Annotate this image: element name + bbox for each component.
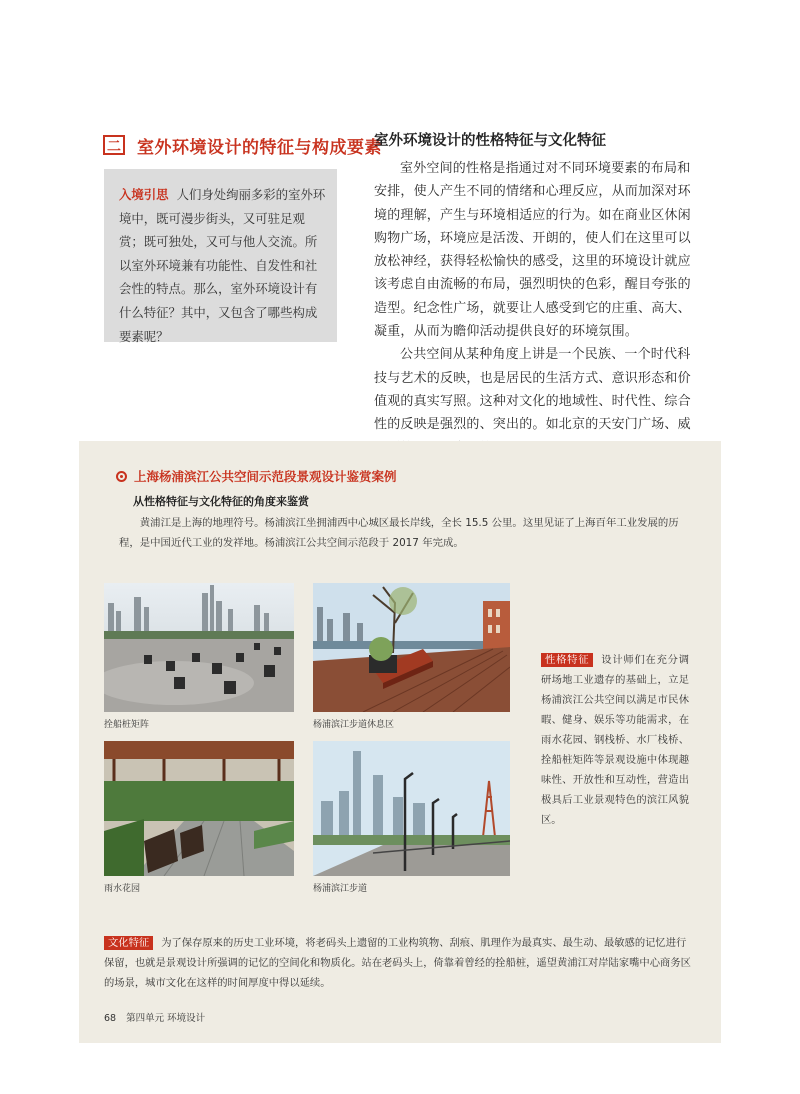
photo-bollard-matrix	[104, 583, 294, 712]
photo-caption: 拴船桩矩阵	[104, 720, 150, 730]
intro-box	[104, 169, 337, 342]
photo-caption: 杨浦滨江步道	[313, 884, 368, 894]
subsection-heading: 室外环境设计的性格特征与文化特征	[374, 133, 606, 149]
intro-label: 入境引思	[119, 187, 169, 202]
paragraph: 公共空间从某种角度上讲是一个民族、一个时代科技与艺术的反映，也是居民的生活方式、意识形态和价值观的真实写照。这种对文化的地域性、时代性、综合性的反映是强烈的、突出的。如北京的天安门广场、威	[374, 347, 691, 433]
section-title: 室外环境设计的特征与构成要素	[137, 137, 382, 158]
photo-caption: 杨浦滨江步道休息区	[313, 720, 395, 730]
unit-label: 第四单元 环境设计	[126, 1013, 206, 1024]
culture-feature-tag: 文化特征	[104, 936, 153, 950]
photo-rain-garden	[104, 741, 294, 876]
page-footer	[104, 1010, 205, 1024]
culture-feature-text	[104, 933, 694, 993]
character-feature-body: 设计师们在充分调研场地工业遗存的基础上，立足杨浦滨江公共空间以满足市民休暇、健身、娱乐等功能需求，在雨水花园、钢栈桥、水厂栈桥、拴船桩矩阵等景观设施中体现趣味性、开放性和互动性，营造出极具后工业景观特色的滨江风貌区。	[541, 654, 690, 826]
character-feature-text	[541, 650, 689, 830]
photo-riverside-walkway	[313, 741, 510, 876]
paragraph: 室外空间的性格是指通过对不同环境要素的布局和安排，使人产生不同的情绪和心理反应，从而加深对环境的理解，产生与环境相适应的行为。如在商业区休闲购物广场，环境应是活泼、开朗的，使人们在这里可以放松神经，获得轻松愉快的感受，这里的环境设计就应该考虑自由流畅的布局，强烈明快的色彩，醒目夸张的造型。纪念性广场，就要让人感受到它的庄重、高大、凝重，从而为瞻仰活动提供良好的环境氛围。	[374, 161, 691, 340]
photo-riverside-rest-area	[313, 583, 510, 712]
case-intro: 黄浦江是上海的地理符号。杨浦滨江坐拥浦西中心城区最长岸线，全长 15.5 公里。这里见证了上海百年工业发展的历程，是中国近代工业的发祥地。杨浦滨江公共空间示范段于 2017 年完成。	[119, 517, 679, 549]
section-heading	[103, 132, 382, 158]
intro-text: 人们身处绚丽多彩的室外环境中，既可漫步街头，又可驻足观赏；既可独处，又可与他人交流。所以室外环境兼有功能性、自发性和社会性的特点。那么，室外环境设计有什么特征？其中，又包含了哪些构成要素呢？	[119, 187, 326, 344]
target-icon	[116, 471, 127, 482]
right-column	[374, 129, 700, 460]
character-feature-tag: 性格特征	[541, 653, 593, 667]
culture-feature-body: 为了保存原来的历史工业环境，将老码头上遗留的工业构筑物、刮痕、肌理作为最真实、最生动、最敏感的记忆进行保留，也就是景观设计所强调的记忆的空间化和物质化。站在老码头上，倚靠着曾经的拴船桩，遥望黄浦江对岸陆家嘴中心商务区的场景，城市文化在这样的时间厚度中得以延续。	[104, 937, 691, 989]
page-number: 68	[104, 1013, 117, 1024]
case-title	[116, 467, 397, 485]
case-subtitle: 从性格特征与文化特征的角度来鉴赏	[133, 495, 309, 508]
photo-caption: 雨水花园	[104, 884, 141, 894]
section-number: 二	[103, 135, 125, 155]
case-title-text: 上海杨浦滨江公共空间示范段景观设计鉴赏案例	[134, 469, 397, 484]
